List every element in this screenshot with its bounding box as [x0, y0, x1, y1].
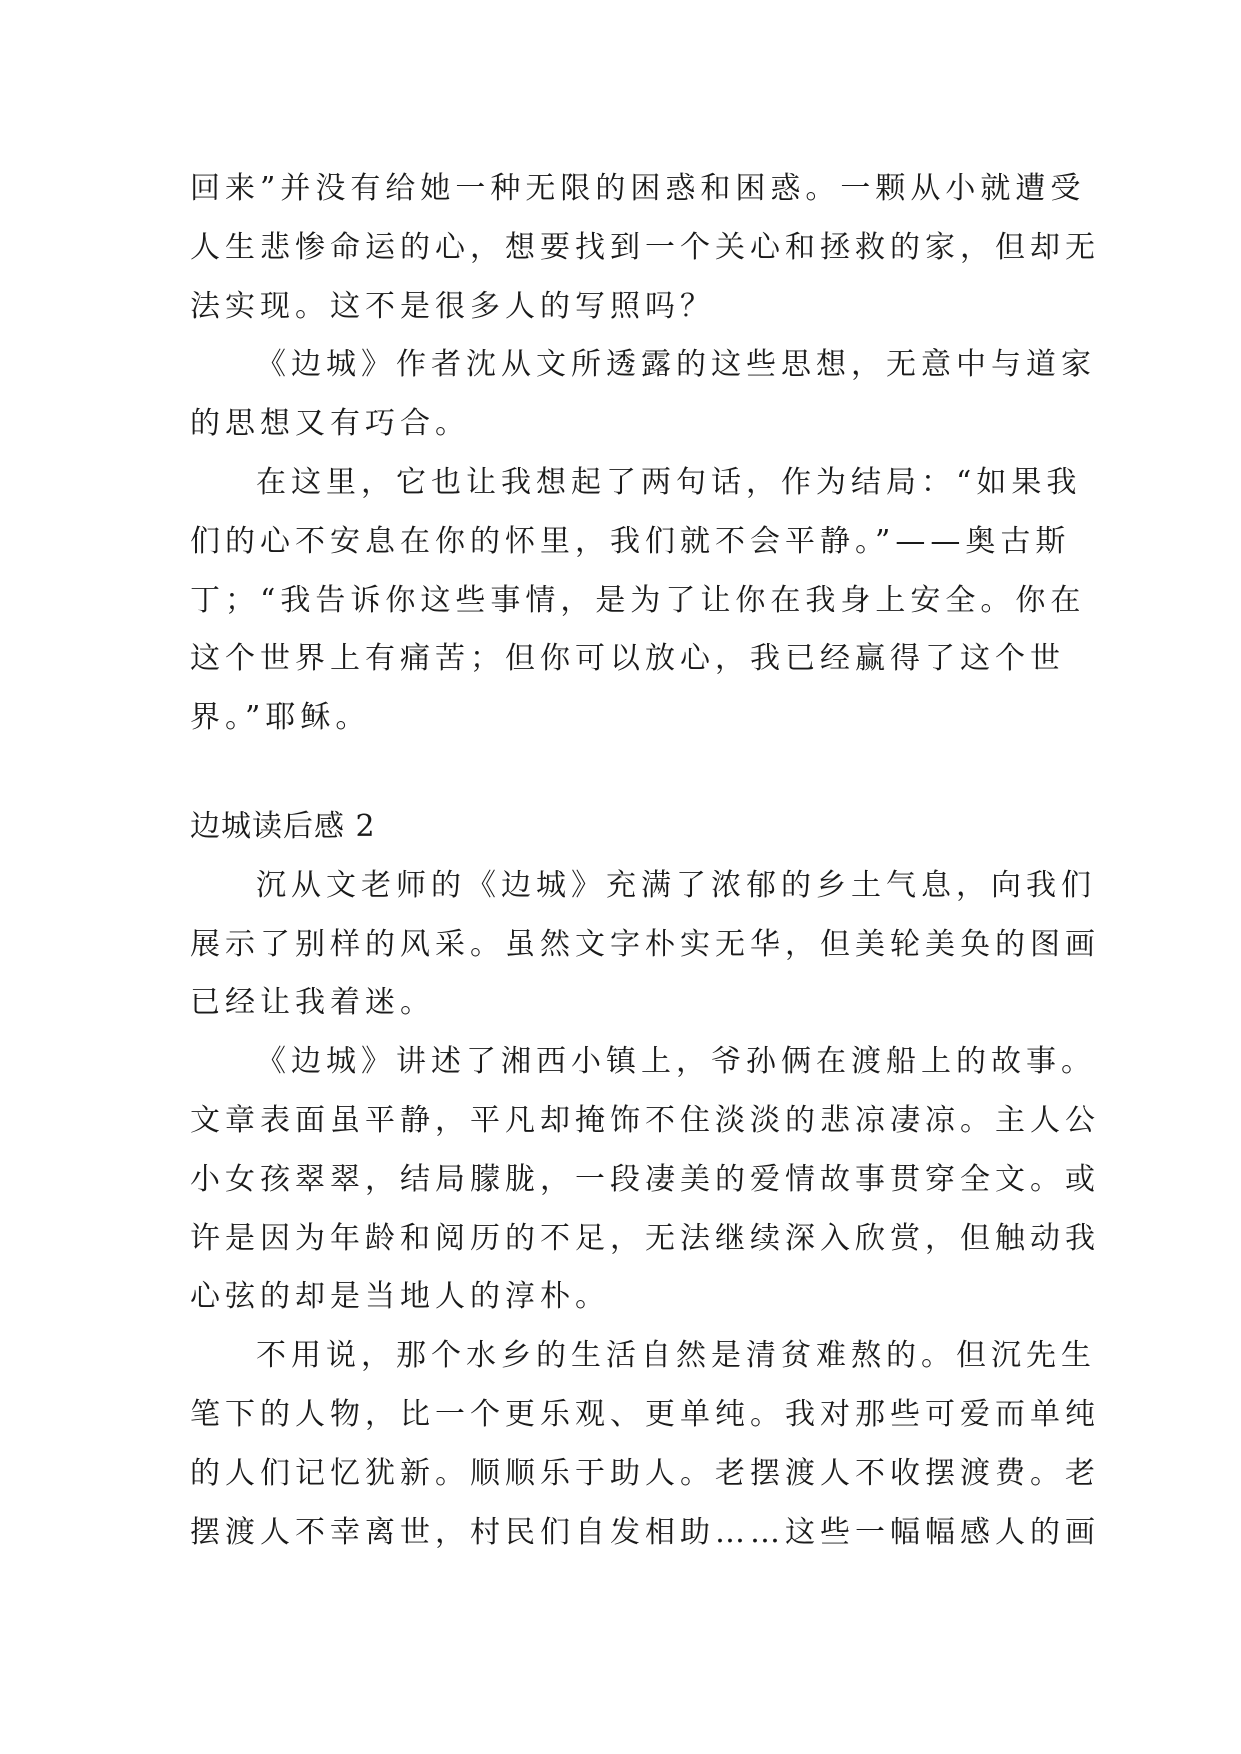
text-line: 这个世界上有痛苦；但你可以放心，我已经赢得了这个世: [190, 641, 1065, 677]
text-line: 许是因为年龄和阅历的不足，无法继续深入欣赏，但触动我: [190, 1220, 1100, 1256]
text-line: 展示了别样的风采。虽然文字朴实无华，但美轮美奂的图画: [190, 926, 1100, 962]
document-body: [190, 160, 1100, 1562]
text-line: 的思想又有巧合。: [190, 406, 470, 442]
text-line: 回来”并没有给她一种无限的困惑和困惑。一颗从小就遭受: [190, 171, 1086, 206]
text-line: 法实现。这不是很多人的写照吗？: [190, 288, 715, 324]
text-line: 小女孩翠翠，结局朦胧，一段凄美的爱情故事贯穿全文。或: [190, 1161, 1100, 1197]
text-line: 笔下的人物，比一个更乐观、更单纯。我对那些可爱而单纯: [190, 1396, 1100, 1432]
text-line: 《边城》讲述了湘西小镇上，爷孙俩在渡船上的故事。: [256, 1044, 1096, 1080]
section-heading: 边城读后感 2: [190, 808, 376, 844]
text-line: 界。”耶稣。: [190, 700, 371, 736]
section-essay-2: [190, 857, 1100, 1563]
text-line: 《边城》作者沈从文所透露的这些思想，无意中与道家: [256, 347, 1096, 383]
text-line: 们的心不安息在你的怀里，我们就不会平静。”——奥古斯: [190, 523, 1071, 559]
text-line: 文章表面虽平静，平凡却掩饰不住淡淡的悲凉凄凉。主人公: [190, 1102, 1100, 1138]
text-line: 沉从文老师的《边城》充满了浓郁的乡土气息，向我们: [256, 867, 1096, 903]
text-line: 人生悲惨命运的心，想要找到一个关心和拯救的家，但却无: [190, 229, 1100, 265]
section-previous-essay-ending: [190, 160, 1100, 748]
text-line: 的人们记忆犹新。顺顺乐于助人。老摆渡人不收摆渡费。老: [190, 1455, 1100, 1491]
text-line: 心弦的却是当地人的淳朴。: [190, 1279, 610, 1315]
text-line: 不用说，那个水乡的生活自然是清贫难熬的。但沉先生: [256, 1338, 1096, 1374]
section-gap: [190, 748, 1060, 798]
text-line: 已经让我着迷。: [190, 985, 435, 1021]
text-line: 在这里，它也让我想起了两句话，作为结局：“如果我: [256, 464, 1082, 500]
text-line: 摆渡人不幸离世，村民们自发相助……这些一幅幅感人的画: [190, 1514, 1100, 1550]
text-line: 丁；“我告诉你这些事情，是为了让你在我身上安全。你在: [190, 582, 1086, 618]
